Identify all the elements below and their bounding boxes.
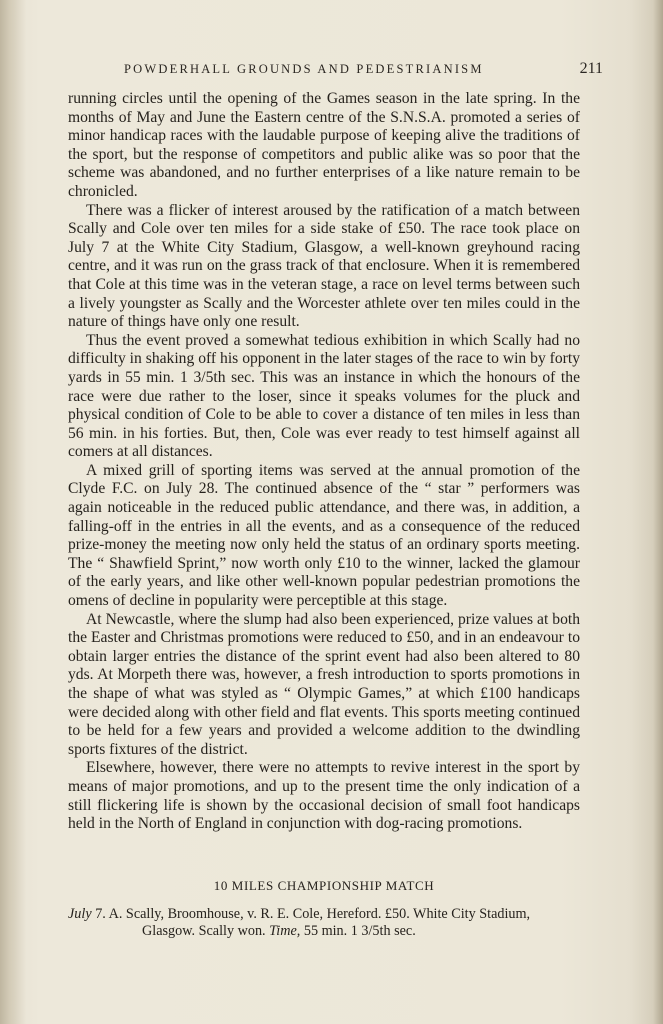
match-time: 55 min. 1 3/5th sec. <box>300 923 416 939</box>
body-text <box>68 90 580 834</box>
paragraph: Thus the event proved a somewhat tedious exhibition in which Scally had no difficulty in shaking off his opponent in the later stages of the race to win by forty yards in 55 min. 1 3/5th sec. This was an instance in which the honours of the race were due rather to the loser, since it speaks volumes for the pluck and physical condition of Cole to be able to cover a distance of ten miles in less than 56 min. in his forties. But, then, Cole was ever ready to test himself against all comers at all distances. <box>68 331 580 461</box>
page-header <box>66 60 603 84</box>
paragraph: There was a flicker of interest aroused by the ratification of a match between Scally and Cole over ten miles for a side stake of £50. The race took place on July 7 at the White City Stadium, Glasgow, a well-known greyhound racing centre, and it was run on the grass track of that enclosure. When it is remembered that Cole at this time was in the veteran stage, a race on level terms between such a lively youngster as Scally and the Worcester athlete over ten miles could in the nature of things have only one result. <box>68 201 580 331</box>
paragraph: A mixed grill of sporting items was served at the annual promotion of the Clyde F.C. on July 28. The continued absence of the “ star ” performers was again noticeable in the reduced public attendance, and there was, in addition, a falling-off in the entries in all the events, and as a consequence of the reduced prize-money the meeting now only held the status of an ordinary sports meeting. The “ Shawfield Sprint,” now worth only £10 to the winner, lacked the glamour of the early years, and like other well-known popular pedestrian promotions the omens of decline in popularity were perceptible at this stage. <box>68 461 580 610</box>
running-head: POWDERHALL GROUNDS AND PEDESTRIANISM <box>124 62 484 76</box>
section-heading: 10 MILES CHAMPIONSHIP MATCH <box>213 878 435 893</box>
match-record <box>68 906 580 940</box>
match-record-line1: 7. A. Scally, Broomhouse, v. R. E. Cole, Hereford. £50. White City Stadium, <box>91 906 531 922</box>
match-date-month: July <box>68 906 92 922</box>
match-record-line2 <box>68 923 580 940</box>
paragraph: running circles until the opening of the Games season in the late spring. In the months of May and June the Eastern centre of the S.N.S.A. promoted a series of minor handicap races with the laudable purpose of keeping alive the traditions of the sport, but the response of competitors and public alike was so poor that the scheme was abandoned, and no further enterprises of a like nature remain to be chronicled. <box>68 90 580 200</box>
page-edge-shadow <box>653 0 663 1024</box>
paragraph: Elsewhere, however, there were no attempts to revive interest in the sport by means of major promotions, and up to the present time the only indication of a still flickering life is shown by the occasional decision of small foot handicaps held in the North of England in conjunction with dog-racing promotions. <box>68 759 580 833</box>
paragraph: At Newcastle, where the slump had also been experienced, prize values at both the Easter and Christmas promotions were reduced to £50, and in an endeavour to obtain larger entries the distance of the sprint event had also been altered to 80 yds. At Morpeth there was, however, a fresh introduction to sports promotions in the shape of what was styled as “ Olympic Games,” at which £100 handicaps were decided along with other field and flat events. This sports meeting continued to be held for a few years and provided a welcome addition to the dwindling sports fixtures of the district. <box>68 610 580 758</box>
match-time-label: Time, <box>269 923 301 939</box>
page-gutter-shadow <box>0 0 26 1024</box>
page-number: 211 <box>579 60 603 77</box>
match-result: Glasgow. Scally won. <box>142 923 270 939</box>
